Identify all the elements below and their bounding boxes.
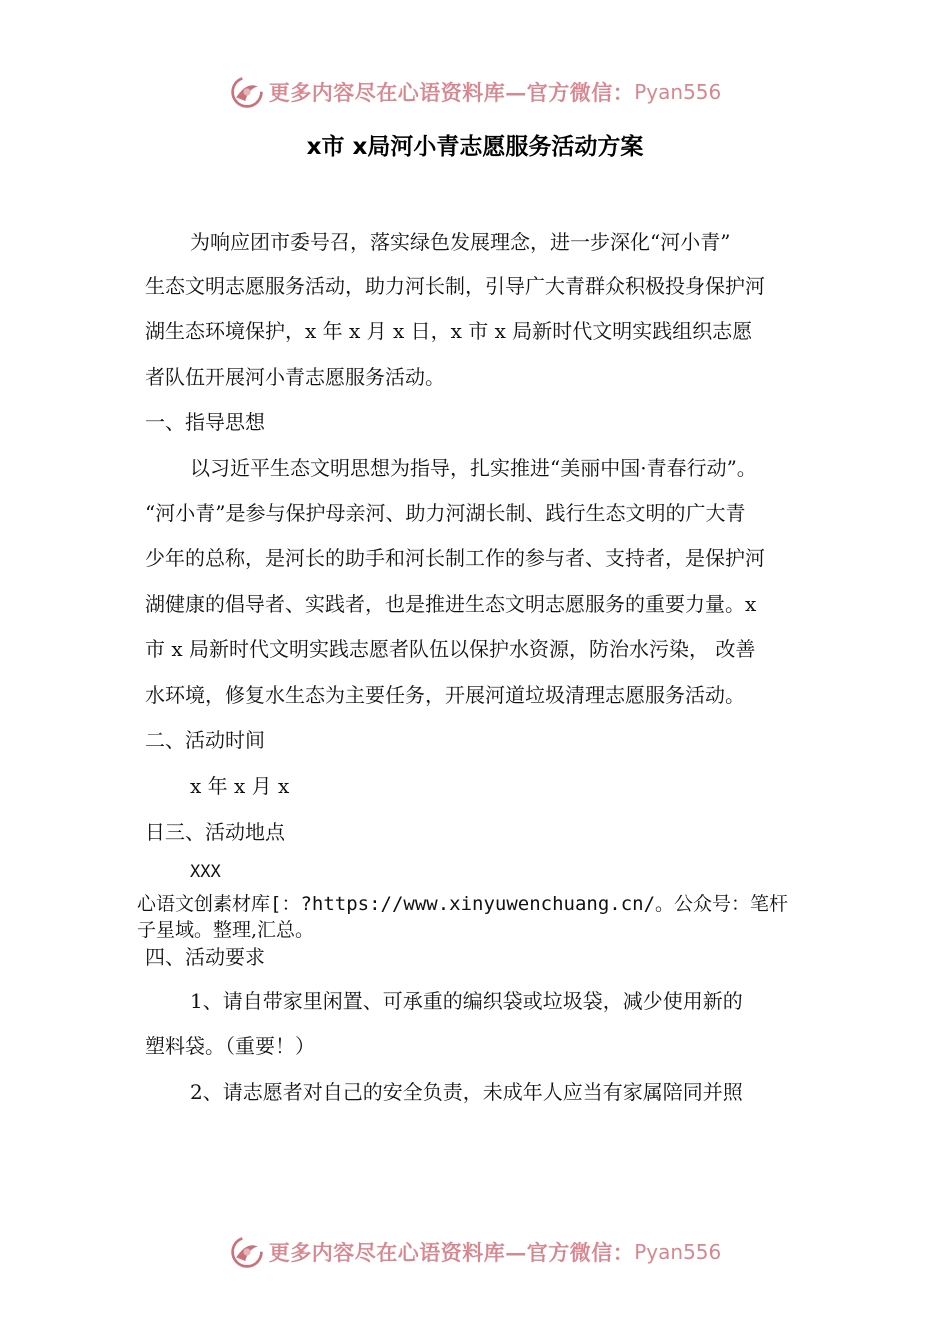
paragraph-line: 湖健康的倡导者、实践者，也是推进生态文明志愿服务的重要力量。x bbox=[145, 592, 757, 616]
paragraph-line: 1、请自带家里闲置、可承重的编织袋或垃圾袋，减少使用新的 bbox=[190, 989, 743, 1013]
watermark-banner-top bbox=[0, 72, 950, 112]
paragraph-line: 市 x 局新时代文明实践志愿者队伍以保护水资源，防治水污染， 改善 bbox=[145, 637, 756, 661]
paragraph-line: 以习近平生态文明思想为指导，扎实推进“美丽中国·青春行动”。 bbox=[190, 456, 757, 480]
paragraph-line: x 年 x 月 x bbox=[190, 774, 290, 798]
source-note-line: 子星域。整理,汇总。 bbox=[137, 919, 315, 941]
paragraph-line: “河小青”是参与保护母亲河、助力河湖长制、践行生态文明的广大青 bbox=[145, 501, 746, 525]
section-heading: 日三、活动地点 bbox=[145, 820, 285, 844]
document-title: x市 x局河小青志愿服务活动方案 bbox=[306, 134, 644, 160]
section-heading: 四、活动要求 bbox=[145, 945, 265, 969]
paragraph-line: 湖生态环境保护，x 年 x 月 x 日，x 市 x 局新时代文明实践组织志愿 bbox=[145, 319, 753, 343]
watermark-id: Pyan556 bbox=[634, 1240, 722, 1264]
section-heading: 二、活动时间 bbox=[145, 728, 265, 752]
paragraph-line: 生态文明志愿服务活动，助力河长制，引导广大青群众积极投身保护河 bbox=[145, 274, 765, 298]
watermark-text: 更多内容尽在心语资料库—官方微信： bbox=[268, 80, 635, 105]
location-text: XXX bbox=[190, 862, 221, 882]
paragraph-line: 少年的总称，是河长的助手和河长制工作的参与者、支持者，是保护河 bbox=[145, 546, 765, 570]
paragraph-line: 水环境，修复水生态为主要任务，开展河道垃圾清理志愿服务活动。 bbox=[145, 683, 745, 707]
watermark-id: Pyan556 bbox=[634, 80, 722, 104]
source-note-line: 心语文创素材库[：?https://www.xinyuwenchuang.cn/。公众号：笔杆 bbox=[137, 893, 789, 915]
paragraph-line: 为响应团市委号召，落实绿色发展理念，进一步深化“河小青” bbox=[190, 230, 731, 254]
paragraph-line: 2、请志愿者对自己的安全负责，未成年人应当有家属陪同并照 bbox=[190, 1080, 743, 1104]
swirl-logo-icon bbox=[229, 1234, 265, 1270]
paragraph-line: 者队伍开展河小青志愿服务活动。 bbox=[145, 365, 445, 389]
paragraph-line: 塑料袋。（重要！） bbox=[145, 1034, 315, 1058]
watermark-text: 更多内容尽在心语资料库—官方微信： bbox=[268, 1240, 635, 1265]
section-heading: 一、指导思想 bbox=[145, 410, 265, 434]
watermark-banner-bottom bbox=[0, 1232, 950, 1272]
swirl-logo-icon bbox=[229, 74, 265, 110]
